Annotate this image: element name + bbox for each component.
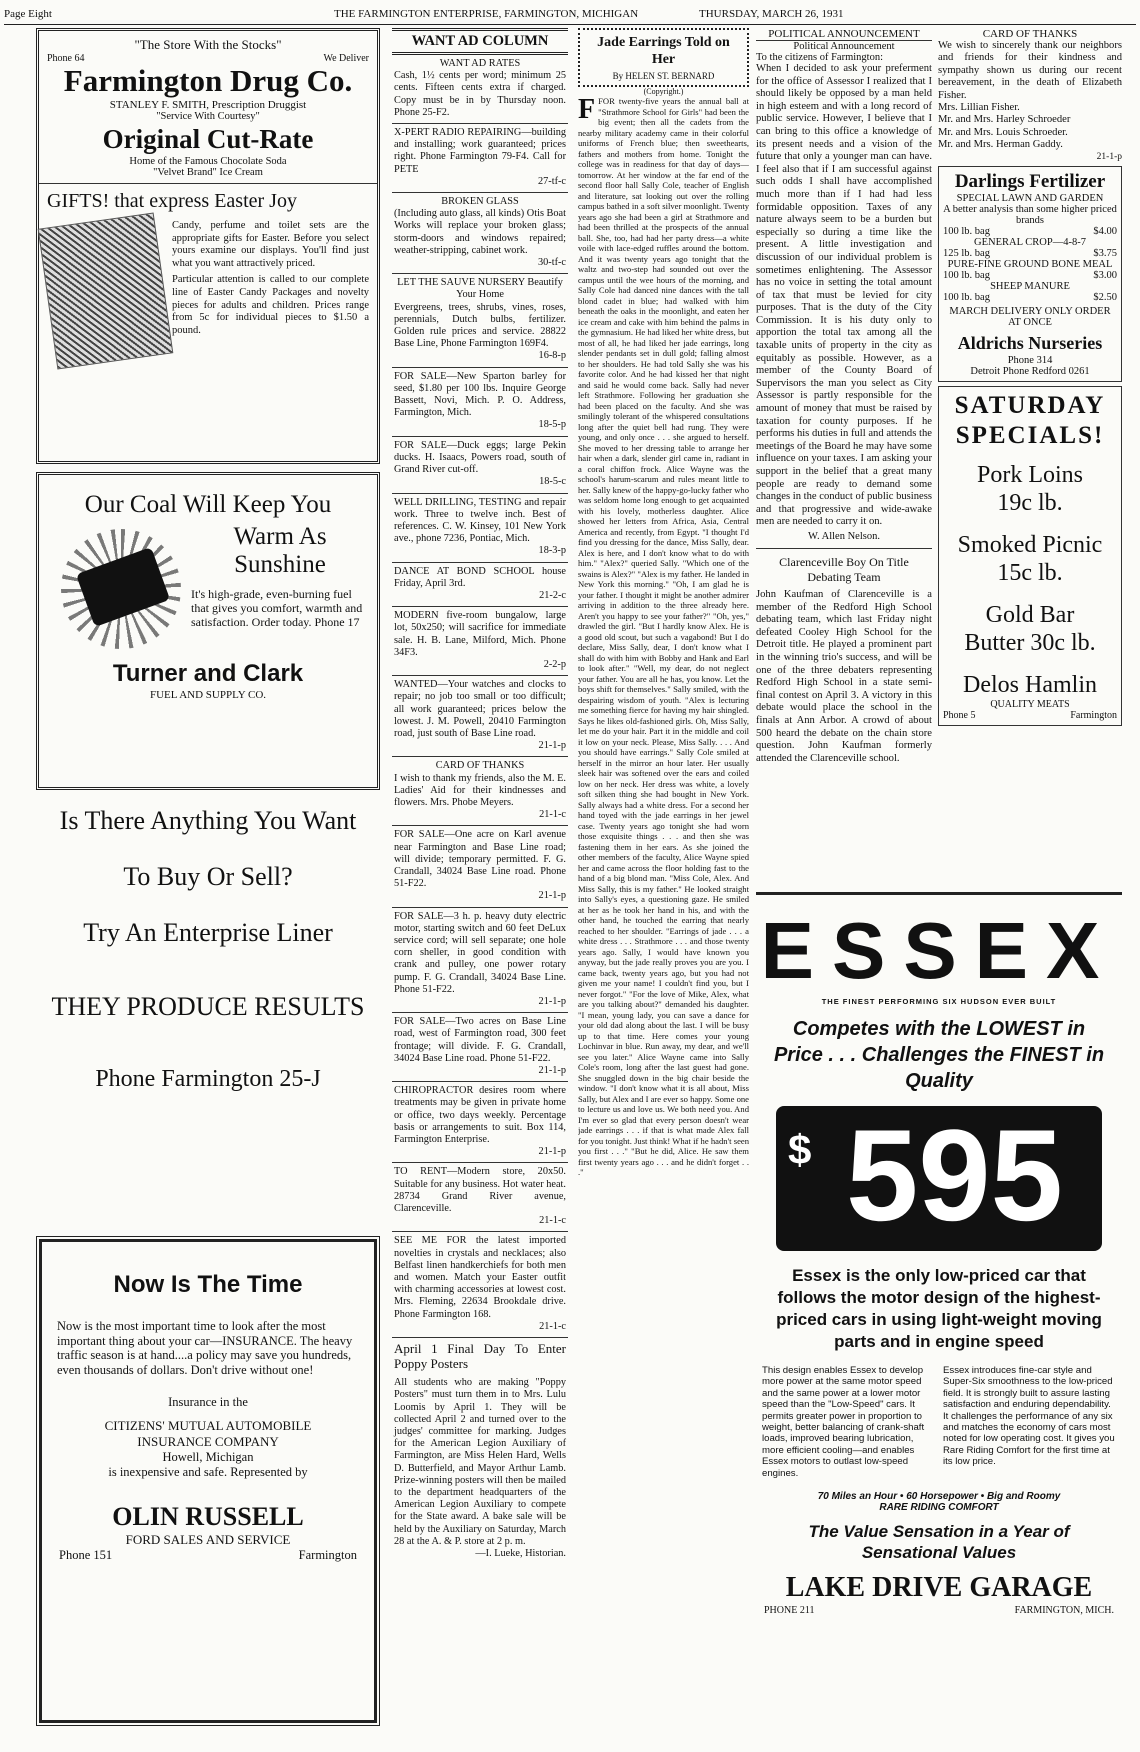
want-ad-rates [392,55,568,124]
want-ad-text: (Including auto glass, all kinds) Otis Boat Works will replace your broken glass; storm-doors and windows repaired; weather-stripping, cabinet work. [394,208,566,256]
essex-mid-text: Essex is the only low-priced car that follows the motor design of the highest-priced cars in using light-weight moving parts and in engine speed [776,1266,1102,1351]
fertilizer-row [943,259,1117,270]
drug-service: "Service With Courtesy" [156,111,260,122]
poppy-text: All students who are making "Poppy Posters" must turn them in to Mrs. Lulu Loomis by April 1. They will be collected April 2 and turned over to the judges' committee for marking. Judges for the American Legion Auxiliary of Farmington, are Miss Helen Hard, Wells D. Butterfield, and Mayor Arthur Lamb. Prize-winning posters will then be mailed to the department headquarters of the American Legion Auxiliary to compete for the State award. A bake sale will be held by the Auxiliary on Saturday, March 28 at the A. & P. store at 2 p. m. [394,1377,566,1547]
essex-col-1: This design enables Essex to develop more power at the same motor speed and the same power at a lower motor speed than the "Low-Speed" cars. It permits greater power in proportion to weight, better balancing of crank-shaft loads, improved bearing lubrication, more efficient cooling—and enables Essex motors to outlast low-speed engines. [762,1365,925,1479]
thanks-signer: Mrs. Lillian Fisher. [938,102,1020,114]
liner-ad [36,806,380,1236]
story-title: Jade Earrings Told on Her [597,35,730,67]
thanks-names [938,102,1122,152]
column-3 [578,28,749,1748]
political-signature: W. Allen Nelson. [808,530,880,542]
drug-owner: STANLEY F. SMITH, Prescription Druggist [109,99,307,111]
fertilizer-title: Darlings Fertilizer [954,170,1106,192]
fertilizer-row [943,292,1117,303]
column-1 [36,28,380,1748]
fertilizer-price: $3.00 [1093,269,1117,281]
want-ad-item [392,676,568,757]
fertilizer-ad [938,166,1122,382]
issue-date: THURSDAY, MARCH 26, 1931 [699,8,844,20]
fertilizer-row [943,248,1117,259]
fertilizer-row [943,270,1117,281]
want-ad-title: WANT AD COLUMN [392,28,568,55]
agent-name: OLIN RUSSELL [112,1502,304,1531]
story-body [578,96,749,1178]
want-ad-code: 21-1-c [539,1320,566,1332]
want-ad-item [392,274,568,367]
fertilizer-label: GENERAL CROP—4-8-7 [974,236,1086,248]
want-ad-text: FOR SALE—3 h. p. heavy duty electric motor, starting switch and 60 feet DeLux service cord; will sell separate; one hole corn sheller, in good condition with crank and pulley, one power rotary pump. F. G. Crandall, 34024 Base Line. Phone 51-F22. [394,910,566,995]
butcher-phone: Phone 5 [943,709,976,721]
insurance-company: CITIZENS' MUTUAL AUTOMOBILE [104,1418,312,1433]
want-ad-code: 21-1-c [539,809,566,821]
story-header [578,28,749,87]
thanks-signer: Mr. and Mrs. Louis Schroeder. [938,126,1068,138]
drug-deliver: We Deliver [323,53,369,64]
debate-text: John Kaufman of Clarenceville is a member of the Redford High School debating team, which last Friday night defeated Cooley High School for the Detroit title. He played a prominent part in the winning trio's success, and will be one of the three debaters representing Redford High School in a state semi-final contest on April 3. A victory in this debate would place the school in the finals at Ann Arbor. A crowd of about 500 heard the debate on the chain store question. John Kaufman formerly attended the Clarenceville school. [756,588,932,764]
want-ad-code: 21-1-p [538,890,566,902]
saturday-specials-ad [938,386,1122,726]
nursery-name: Aldrichs Nurseries [957,332,1103,353]
insurance-town: Howell, Michigan [162,1450,254,1464]
fertilizer-label: 125 lb. bag [943,247,990,259]
coal-text: It's high-grade, even-burning fuel that gives you comfort, warmth and satisfaction. Order today. Phone 17 [191,587,363,629]
essex-stats: 70 Miles an Hour • 60 Horsepower • Big and Roomy [817,1491,1061,1503]
want-ad-item [392,368,568,437]
want-ad-code: 21-1-p [538,1146,566,1158]
essex-col-2: Essex introduces fine-car style and Super-Six smoothness to the low-priced field. It is strongly built to assure lasting satisfaction and enduring dependability. It challenges the performance of any six and matches the economy of cars most noted for low operating cost. It gives you Rare Riding Comfort for the first time at its low price. [943,1365,1115,1468]
want-ad-item [392,1013,568,1082]
coal-sun-icon [61,529,181,649]
essex-tagline: THE FINEST PERFORMING SIX HUDSON EVER BUILT [821,997,1057,1006]
fertilizer-row [943,226,1117,237]
want-ad-text: WANTED—Your watches and clocks to repair; no job too small or too difficult; all work guaranteed; prices below the lowest. J. M. Powell, 20410 Farmington road, just south of Base Line road. [394,679,566,739]
garage-phone: PHONE 211 [764,1605,815,1617]
agent-phone: Phone 151 [59,1548,113,1562]
story-byline: By HELEN ST. BERNARD [612,71,715,81]
thanks-signer: Mr. and Mrs. Herman Gaddy. [938,139,1063,151]
poppy-article [392,1338,568,1564]
want-ad-text: CHIROPRACTOR desires room where treatments may be given in private home or office, two days weekly. Percentage basis or arrangements to suit. Box 114, Farmington Enterprise. [394,1085,566,1146]
want-ad-code: 16-8-p [538,350,566,362]
essex-rare: RARE RIDING COMFORT [879,1502,999,1514]
poppy-signature: —I. Lueke, Historian. [475,1547,566,1559]
fertilizer-row [943,281,1117,292]
fertilizer-price: $4.00 [1093,225,1117,237]
want-ad-text: DANCE AT BOND SCHOOL house Friday, April 3rd. [394,565,566,589]
want-ad-text: FOR SALE—Two acres on Base Line road, west of Farmington road, 300 feet frontage; will divide. F. G. Crandall, 34024 Base Line road. Phone 51-F22. [394,1016,566,1064]
story-text: FOR twenty-five years the annual ball at "Strathmore School for Girls" had been the big event; then all the cadets from the nearby military academy came in their colorful uniforms of French blue; then sweethearts, fathers and mothers from home. Tonight the college was in readiness for that day of days—tomorrow. At her window at the far end of the second floor hall Sally Cole, teacher of English and literature, sat looking out over the rolling campus bathed in a soft silver moonlight. Twenty years ago she had been a girl at Strathmore and had been thrilled at the prospects of the annual ball. She, too, had had her party dress—a white voile with lace-edged ruffles around the bottom. And it was twenty years ago tonight that the waltz and two-step had sounded out over the campus until the wee hours of the morning, and Sally Cole had danced nine dances with the tall blond cadet in blue; had walked with him beneath the oaks in the moonlight, and eaten her ice cream and cake with him behind the palms in the gymnasium. He had liked her white dress, but most of all, he had liked her jade earrings, long slender pendants set in dull gold; falling almost to her shoulders. He had told Sally she was his favorite color. And he had kissed her that night and said he would come back. Sally had never left Strathmore. Following her graduation she had been placed on the faculty. And she was smilingly tolerant of the whispered consultations long after the quiet bell had rung. They were young, and only once . . . she argued to herself. She moved to her dressing table to arrange her hair when a dark, slender girl came in, radiant in a coral chiffon frock. Alice Wayne was the school's harum-scarum and rules meant little to her. Sally knew of the happy-go-lucky father who was seldom home long enough to get acquainted with his lovely, motherless daughter. Alice showed her letters from Africa, Asia, Central America and recently, from Egypt. "I thought I'd find you dressing for the dance, Miss Sally, dear. Alex is here, and I don't know what to do with him." "Alex?" queried Sally. "Which one of the swains is Alex?" "Alex is my father. He landed in New York this morning." "Oh, I am glad he is your father. I thought it might be another admirer arriving in addition to the three already here. Aren't you happy to see your father?" "Oh, yes," drawled the girl. "But I hardly know Alex. He is a good old scout, but such a vagabond! But I do declare, Miss Sally, dear, I don't know what I shall do with him with Bobby and Hank and Earl to look after." "Well, my dear, do not neglect your father. You are all he has, you know. Let the boys shift for themselves." Sally smiled, with the despairing wisdom of youth. "Alex is lecturing me something fierce for having my hair shingled. Says he likes old-fashioned girls. Oh, Miss Sally, let me do your hair. Part it in the middle and coil it low on your neck. Please, Miss Sally. . . . And you should have earrings." Sally Cole smiled at herself in the mirror an hour later. Her usually sleek hair was softened over the ears and coiled low on her neck. Her dress was white, a lovely soft silken thing she had bought in New York. Sally always had a white dress. For a second her hand toyed with the jade earrings in her jewel case. Twenty years ago tonight she had worn those exquisite things . . . and then she was fastening them in her ears. As she joined the other members of the faculty, Alice Wayne spied her and came across the floor holding fast to the hand of a big blond man. "Miss Cole, Alex. And Miss Sally, this is my father." He looked straight into Sally's eyes, a questioning gaze. He smiled at her as he took her hand in his, and with the other hand, he touched the earring that nearly reached to her shoulder. "Earrings of jade . . . a white dress . . . Strathmore . . . and those twenty years ago. Sally, I would have known you anyway, but the jade really proves you are you. I came back, twenty years ago, but you had not given me your name! I couldn't find you, but I never forgot." "For the love of Mike, Alex, what are you talking about?" demanded his daughter. "I mean, young lady, you can save a dance for your old dad along about the last. I will be busy up to that time. Here comes your young Lochinvar in blue. Run away, my dear, and we'll see you later." Alice Wayne came into Sally Cole's room, long after the last guest had gone. She snuggled down in the big chair beside the window. "I don't know what it is all about, Miss Sally, but Alex and I are ever so happy. Some one to lecture us and love us. We both need you. And I'm ever so glad that every person doesn't wear jade earrings . . . if that is what made Alex fall for you tonight. Just think! What if he hadn't seen you first . . ." "But he did, Alice. He saw them first twenty years ago . . . and he didn't forget . . ." [578,96,749,1177]
want-ad-text: FOR SALE—New Sparton barley for seed, $1.80 per 100 lbs. Inquire George Bassett, Novi, Mich. P. O. Address, Farmington, Mich. [394,370,566,419]
want-ad-item [392,563,568,608]
want-ad-text: X-PERT RADIO REPAIRING—building and installing; work guaranteed; prices right. Phone Farmington 79-F4. Call for PETE [394,127,566,175]
thanks-signer: Mr. and Mrs. Harley Schroeder [938,114,1071,126]
special-2-item: Smoked Picnic [957,531,1103,558]
want-ad-text: MODERN five-room bungalow, large lot, 50x250; will sacrifice for immediate sale. H. B. Lane, Milford, Mich. Phone 34F3. [394,610,566,658]
butcher-name: Delos Hamlin [963,671,1097,698]
political-to: To the citizens of Farmington: [756,52,883,63]
insurance-l5: is inexpensive and safe. Represented by [108,1465,308,1479]
story-initial: F [578,94,596,125]
drug-home: Home of the Famous Chocolate Soda [129,156,287,167]
page-number: Page Eight [4,8,52,20]
want-ad-code: 30-tf-c [537,257,566,269]
paper-name: THE FARMINGTON ENTERPRISE, FARMINGTON, MICHIGAN [334,8,639,20]
want-ad-code: 21-1-p [538,996,566,1008]
coal-company-sub: FUEL AND SUPPLY CO. [149,689,267,701]
fertilizer-note: A better analysis than some higher priced brands [943,203,1117,226]
want-ad-code: 27-tf-c [537,175,566,187]
gifts-heading: GIFTS! that express Easter Joy [47,190,297,212]
essex-headline: Competes with the LOWEST in Price . . . Challenges the FINEST in Quality [773,1018,1105,1092]
special-2-price: 15c lb. [997,559,1063,586]
insurance-company-2: INSURANCE COMPANY [137,1434,279,1449]
special-3-item: Gold Bar [985,601,1075,628]
fertilizer-label: 100 lb. bag [943,225,990,237]
want-ad-head: BROKEN GLASS [441,196,519,208]
want-ad-item [392,1163,568,1232]
essex-ad [756,892,1122,1745]
want-ad-code: 2-2-p [543,658,566,670]
coal-ad [36,472,380,790]
fertilizer-sub: SPECIAL LAWN AND GARDEN [956,192,1104,204]
insurance-text: Now is the most important time to look after the most important thing about your car—INSURANCE. The heavy traffic season is at hand....a policy may save you hundreds, even thousands of dollars. Don't drive without one! [57,1319,353,1377]
want-rates-text: Cash, 1½ cents per word; minimum 25 cents. Fifteen cents extra if charged. Copy must be in by Thursday noon. Phone 25-F2. [394,70,566,118]
want-ad-code: 21-1-p [538,740,566,752]
want-ad-code: 21-1-c [539,1215,566,1227]
insurance-ad [36,1236,380,1726]
want-ad-code: 21-1-p [538,1065,566,1077]
dollar-sign: $ [788,1126,812,1173]
want-ad-text: TO RENT—Modern store, 20x50. Suitable for any business. Hot water heat. 28734 Grand River avenue, Clarenceville. [394,1166,566,1215]
cut-rate: Original Cut-Rate [102,124,314,154]
poppy-title: April 1 Final Day To Enter Poppy Posters [394,1341,566,1372]
want-ad-text: FOR SALE—Duck eggs; large Pekin ducks. H. Isaacs, Powers road, south of Grand River cut-off. [394,439,566,476]
nursery-detroit: Detroit Phone Redford 0261 [970,365,1090,377]
want-ad-item [392,1082,568,1163]
want-ad-code: 18-3-p [538,545,566,557]
want-ad-item [392,193,568,274]
want-ad-item [392,437,568,494]
agent-town: Farmington [298,1548,357,1562]
want-ad-text: SEE ME FOR the latest imported novelties in crystals and necklaces; also Belfast linen handkerchiefs for both men and women. Match your Easter outfit with charming accessories at lowest cost. Mrs. Fleming, 22634 Brookdale drive. Phone Farmington 168. [394,1235,566,1320]
want-ad-code: 18-5-p [538,419,566,431]
want-ad-item [392,1232,568,1338]
want-rates-head: WANT AD RATES [439,58,521,69]
essex-price: 595 [846,1102,1063,1248]
coal-warm: Warm As [233,523,327,550]
fertilizer-delivery: MARCH DELIVERY ONLY ORDER AT ONCE [949,305,1111,328]
butcher-sub: QUALITY MEATS [990,698,1070,710]
garage-town: FARMINGTON, MICH. [1014,1605,1114,1617]
special-1-price: 19c lb. [997,489,1063,516]
insurance-l1: Insurance in the [168,1395,248,1409]
saturday-heading: SATURDAY [954,391,1106,419]
thanks-head: CARD OF THANKS [982,28,1078,40]
gift-box-icon [38,213,174,370]
want-ad-list [392,124,568,1338]
debate-title: Clarenceville Boy On Title Debating Team [779,554,909,584]
garage-name: LAKE DRIVE GARAGE [785,1572,1093,1604]
story-copyright: (Copyright.) [643,87,684,96]
coal-company: Turner and Clark [112,660,304,687]
fertilizer-label: 100 lb. bag [943,291,990,303]
drug-name: Farmington Drug Co. [63,63,353,98]
fertilizer-label: SHEEP MANURE [990,280,1070,292]
liner-line-2: To Buy Or Sell? [123,862,293,891]
want-ad-item [392,607,568,676]
want-ad-code: 18-5-c [539,476,566,488]
want-ad-item [392,494,568,563]
liner-line-1: Is There Anything You Want [59,806,357,835]
gifts-text-2: Particular attention is called to our complete line of Easter Candy Packages and novelty pieces for adults and children. Prices range from 5c for individual pieces to $1.50 a pound. [172,274,369,336]
special-3-price: Butter 30c lb. [964,629,1096,656]
insurance-title: Now Is The Time [113,1271,303,1298]
essex-brand: ESSEX [760,906,1118,995]
drug-slogan: "The Store With the Stocks" [134,37,282,52]
special-1-item: Pork Loins [976,461,1083,488]
want-ad-text: WELL DRILLING, TESTING and repair work. Three to twelve inch. Best of references. C. W. Kinsey, 101 New York ave., phone 7236, Pontiac, Mich. [394,496,566,545]
want-ad-code: 21-2-c [539,589,566,601]
fertilizer-price: $2.50 [1093,291,1117,303]
coal-headline: Our Coal Will Keep You [84,491,332,518]
want-ad-text: Evergreens, trees, shrubs, vines, roses, perennials, Dutch bulbs, fertilizer. Golden rule prices and service. 28822 Base Line, Phone Farmington 169F4. [394,301,566,350]
specials-heading: SPECIALS! [955,421,1105,449]
agent-ford: FORD SALES AND SERVICE [125,1532,291,1547]
thanks-text: We wish to sincerely thank our neighbors and friends for their kindness and sympathy shown us during our recent bereavement, in the death of Elizabeth Fisher. [938,40,1122,101]
political-sub: Political Announcement [793,41,895,52]
thanks-code: 21-1-p [1096,151,1122,162]
fertilizer-prices [943,226,1117,303]
drug-phone: Phone 64 [47,53,85,64]
political-head: POLITICAL ANNOUNCEMENT [756,28,932,41]
butcher-town: Farmington [1070,709,1117,721]
gifts-text-1: Candy, perfume and toilet sets are the appropriate gifts for Easter. Before you select yours examine our displays. You'll find just what you want attractively priced. [172,220,369,269]
essex-value: The Value Sensation in a Year of Sensational Values [808,1522,1070,1563]
want-ad-item [392,826,568,907]
fertilizer-label: 100 lb. bag [943,269,990,281]
want-ad-item [392,124,568,193]
liner-line-5: Phone Farmington 25-J [95,1066,321,1092]
column-2 [392,28,568,1748]
drug-store-ad [36,28,380,464]
want-ad-text: FOR SALE—One acre on Karl avenue near Farmington and Base Line road; will divide; temporary permitted. F. G. Crandall, 34024 Base Line road. Phone 51-F22. [394,829,566,890]
want-ad-head: CARD OF THANKS [435,760,525,772]
want-ad-item [392,908,568,1014]
political-body: When I decided to ask your preferment for the office of Assessor I realized that I should likely be opposed by a man held in high esteem and with a long record of public service. However, I believe that I can bring to this office a knowledge of its present needs and a vision of the future that only a younger man can have. I feel also that if I am successful against such odds I shall have accomplished much more than if I had had less formidable opposition. Taxes of any nature always seem to be a burden but especially so during a time like the present. A little investigation and discussion of our individual problem is sometimes enlightening. The Assessor has no voice in setting the total amount of tax that must be levied for city purposes. That is the duty of the City Commission. It is his duty only to apportion the total tax among all the taxable units of property in the city as equitably as possible. However, as a member of the County Board of Supervisors the man you select as City Assessor is partly responsible for the amount of money that must be raised by taxation for county purposes. If he performs his duties in full and attends the meetings of the Board he may have some influence on your taxes. I am asking your support in the belief that a great many people are ready to demand some changes in the conduct of public business and that progressive and wide-awake men are needed to carry it on. [756,63,932,528]
fertilizer-row [943,237,1117,248]
liner-line-4: THEY PRODUCE RESULTS [51,992,365,1021]
coal-sunshine: Sunshine [234,551,326,578]
fertilizer-price: $3.75 [1093,247,1117,259]
want-ad-item [392,757,568,826]
liner-line-3: Try An Enterprise Liner [83,918,333,947]
column-5 [938,28,1122,888]
nursery-phone: Phone 314 [1007,354,1053,366]
drug-velvet: "Velvet Brand" Ice Cream [153,167,263,178]
page-header [4,6,1136,25]
want-ad-text: I wish to thank my friends, also the M. E. Ladies' Aid for their kindnesses and flowers. Mrs. Phobe Meyers. [394,772,566,808]
fertilizer-label: PURE-FINE GROUND BONE MEAL [947,258,1113,270]
want-ad-head: LET THE SAUVE NURSERY Beautify Your Home [397,277,563,301]
essex-price-block [776,1102,1102,1251]
